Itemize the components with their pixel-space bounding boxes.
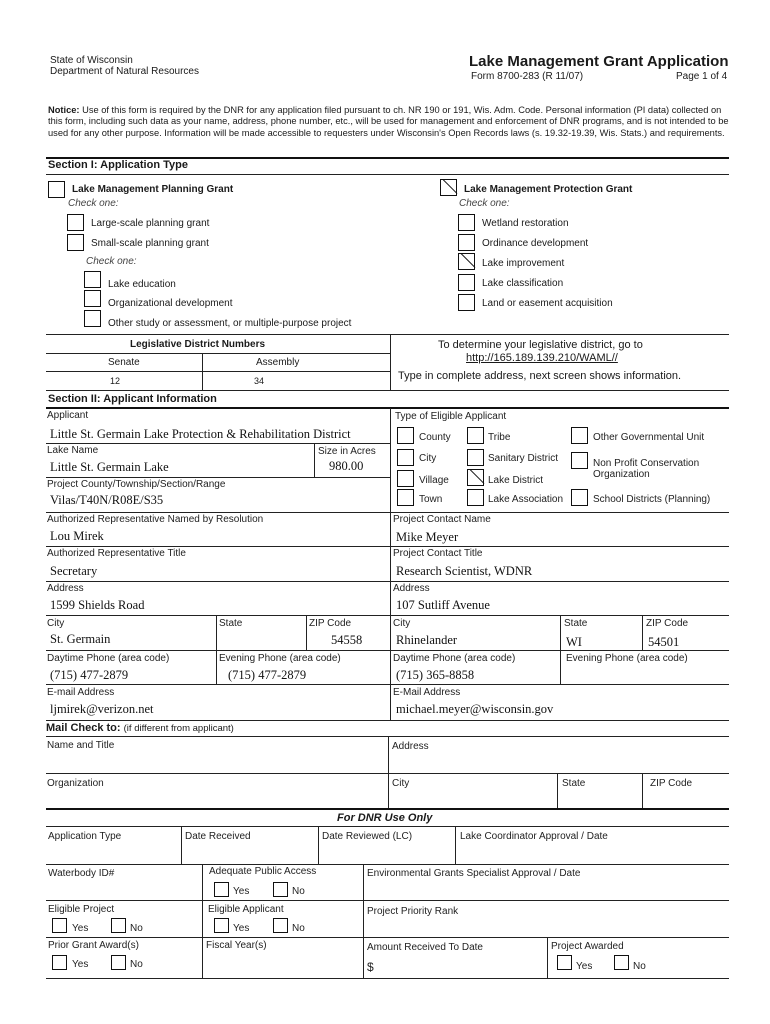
address-value: 1599 Shields Road <box>50 598 145 612</box>
mail-check-title: Mail Check to: <box>46 722 121 734</box>
day-phone2-value: (715) 365-8858 <box>396 668 475 682</box>
divider <box>46 650 729 651</box>
divider <box>46 390 729 391</box>
dnr-app-type: Application Type <box>48 831 122 842</box>
lake-classification-checkbox[interactable] <box>458 274 475 291</box>
address-label: Address <box>47 583 84 594</box>
lake-association-checkbox[interactable] <box>467 489 484 506</box>
lake-district-checkbox[interactable] <box>467 469 484 486</box>
divider <box>46 407 729 409</box>
agency-department: Department of Natural Resources <box>50 66 199 77</box>
city-type-checkbox[interactable] <box>397 449 414 466</box>
divider <box>46 773 729 774</box>
public-access-yes-label: Yes <box>233 886 250 897</box>
assembly-label: Assembly <box>256 357 300 368</box>
mail-state-label: State <box>562 778 586 789</box>
contact-value: Mike Meyer <box>396 530 459 544</box>
location-value: Vilas/T40N/R08E/S35 <box>50 493 164 507</box>
sanitary-checkbox[interactable] <box>467 449 484 466</box>
divider <box>560 615 561 650</box>
size-label: Size in Acres <box>318 446 376 457</box>
mail-city-label: City <box>392 778 410 789</box>
land-acquisition-label: Land or easement acquisition <box>482 298 613 309</box>
eligible-project-yes-label: Yes <box>72 923 89 934</box>
lake-classification-label: Lake classification <box>482 278 564 289</box>
dnr-eligible-project: Eligible Project <box>48 904 115 915</box>
legislative-table <box>46 335 391 390</box>
form-number: Form 8700-283 (R 11/07) <box>471 71 584 82</box>
divider <box>216 650 217 684</box>
eligible-applicant-yes-checkbox[interactable] <box>214 918 229 933</box>
agency-state: State of Wisconsin <box>50 55 133 66</box>
divider <box>46 937 729 938</box>
divider <box>318 826 319 864</box>
legislative-instruction-2: Type in complete address, next screen shows information. <box>398 370 682 382</box>
prior-grant-no-label: No <box>130 959 143 970</box>
divider <box>216 615 217 650</box>
contact-title-value: Research Scientist, WDNR <box>396 564 533 578</box>
divider <box>46 808 729 810</box>
divider <box>547 937 548 978</box>
divider <box>46 477 390 478</box>
other-gov-label: Other Governmental Unit <box>593 432 705 443</box>
tribe-checkbox[interactable] <box>467 427 484 444</box>
divider <box>642 615 643 650</box>
lake-association-label: Lake Association <box>488 494 564 505</box>
divider <box>202 864 203 978</box>
form-title: Lake Management Grant Application <box>469 53 729 70</box>
divider <box>46 720 729 721</box>
tribe-label: Tribe <box>488 432 511 443</box>
dnr-prior-grant: Prior Grant Award(s) <box>48 940 139 951</box>
town-checkbox[interactable] <box>397 489 414 506</box>
dnr-dollar-sign: $ <box>367 960 374 974</box>
project-awarded-no-checkbox[interactable] <box>614 955 629 970</box>
dnr-date-reviewed: Date Reviewed (LC) <box>322 831 413 842</box>
contact-label: Project Contact Name <box>393 514 491 525</box>
zip2-label: ZIP Code <box>646 618 689 629</box>
county-checkbox[interactable] <box>397 427 414 444</box>
zip-value: 54558 <box>331 633 363 647</box>
address2-value: 107 Sutliff Avenue <box>396 598 490 612</box>
email2-value: michael.meyer@wisconsin.gov <box>396 702 554 716</box>
rep-value: Lou Mirek <box>50 529 104 543</box>
village-checkbox[interactable] <box>397 470 414 487</box>
project-awarded-yes-label: Yes <box>576 961 593 972</box>
mail-org-label: Organization <box>47 778 104 789</box>
notice-label: Notice: <box>48 105 80 115</box>
ordinance-label: Ordinance development <box>482 238 589 249</box>
mail-check-heading <box>46 722 234 734</box>
eligible-applicant-no-checkbox[interactable] <box>273 918 288 933</box>
nonprofit-label-2: Organization <box>593 469 650 480</box>
notice-paragraph <box>48 105 738 139</box>
other-gov-checkbox[interactable] <box>571 427 588 444</box>
public-access-no-checkbox[interactable] <box>273 882 288 897</box>
small-scale-checkbox[interactable] <box>67 234 84 251</box>
divider <box>642 773 643 808</box>
city-type-label: City <box>419 453 437 464</box>
divider <box>557 773 558 808</box>
divider <box>46 900 729 901</box>
rep-label: Authorized Representative Named by Resolution <box>47 514 264 525</box>
applicant-value: Little St. Germain Lake Protection & Rehabilitation District <box>50 427 351 441</box>
city2-label: City <box>393 618 411 629</box>
divider <box>46 371 390 372</box>
contact-title-label: Project Contact Title <box>393 548 483 559</box>
protection-grant-checkbox[interactable] <box>440 179 457 196</box>
divider <box>314 443 315 477</box>
dnr-date-received: Date Received <box>185 831 251 842</box>
email-value: ljmirek@verizon.net <box>50 702 154 716</box>
lake-improvement-label: Lake improvement <box>482 258 565 269</box>
school-checkbox[interactable] <box>571 489 588 506</box>
senate-label: Senate <box>108 357 140 368</box>
project-awarded-no-label: No <box>633 961 646 972</box>
eligible-type-label: Type of Eligible Applicant <box>395 411 507 422</box>
legislative-link[interactable]: http://165.189.139.210/WAML// <box>466 352 618 364</box>
zip-label: ZIP Code <box>309 618 352 629</box>
divider <box>46 864 729 865</box>
protection-check-one: Check one: <box>459 198 510 209</box>
rep-title-value: Secretary <box>50 564 98 578</box>
dnr-waterbody: Waterbody ID# <box>48 868 115 879</box>
state2-label: State <box>564 618 588 629</box>
dnr-public-access: Adequate Public Access <box>209 866 317 877</box>
org-development-label: Organizational development <box>108 298 233 309</box>
other-study-checkbox[interactable] <box>84 310 101 327</box>
dnr-fiscal-year: Fiscal Year(s) <box>206 940 267 951</box>
eligible-applicant-yes-label: Yes <box>233 923 250 934</box>
email2-label: E-Mail Address <box>393 687 461 698</box>
section-1-title: Section I: Application Type <box>48 159 188 171</box>
land-acquisition-checkbox[interactable] <box>458 294 475 311</box>
dnr-amount-received: Amount Received To Date <box>367 942 483 953</box>
prior-grant-yes-label: Yes <box>72 959 89 970</box>
sanitary-label: Sanitary District <box>488 453 559 464</box>
state-label: State <box>219 618 243 629</box>
mail-zip-label: ZIP Code <box>650 778 693 789</box>
city2-value: Rhinelander <box>396 633 458 647</box>
mail-name-title-label: Name and Title <box>47 740 115 751</box>
town-label: Town <box>419 494 443 505</box>
state2-value: WI <box>566 635 582 649</box>
section-2-title: Section II: Applicant Information <box>48 393 217 405</box>
divider <box>46 581 729 582</box>
org-development-checkbox[interactable] <box>84 290 101 307</box>
notice-text: Use of this form is required by the DNR for any application filed pursuant to ch. NR 190 or 191, Wis. Adm. Code. Personal information (PI data) collected on this form, including such data as your name, address, phone number, etc., will be used for management and enforcement of DNR programs, and is not intended to be used for any other purpose. Information will be made accessible to requesters under Wisconsin's Open Records laws (s. 19.32-19.39, Wis. Stats.) and requirements. <box>48 105 729 138</box>
eligible-applicant-no-label: No <box>292 923 305 934</box>
village-label: Village <box>419 475 449 486</box>
prior-grant-no-checkbox[interactable] <box>111 955 126 970</box>
location-label: Project County/Township/Section/Range <box>47 479 226 490</box>
divider <box>46 174 729 175</box>
day-phone-label: Daytime Phone (area code) <box>47 653 170 664</box>
dnr-priority-rank: Project Priority Rank <box>367 906 459 917</box>
wetland-restoration-label: Wetland restoration <box>482 218 569 229</box>
dnr-specialist: Environmental Grants Specialist Approval / Date <box>367 868 581 879</box>
eve-phone2-label: Evening Phone (area code) <box>566 653 688 664</box>
divider <box>46 546 729 547</box>
divider <box>181 826 182 864</box>
divider <box>388 736 389 808</box>
large-scale-label: Large-scale planning grant <box>91 218 210 229</box>
senate-value: 12 <box>110 376 121 386</box>
large-scale-checkbox[interactable] <box>67 214 84 231</box>
page-number: Page 1 of 4 <box>676 71 728 82</box>
ordinance-checkbox[interactable] <box>458 234 475 251</box>
lake-education-checkbox[interactable] <box>84 271 101 288</box>
planning-grant-label: Lake Management Planning Grant <box>72 184 234 195</box>
divider <box>46 978 729 979</box>
divider <box>306 615 307 650</box>
planning-check-one: Check one: <box>68 198 119 209</box>
eve-phone-label: Evening Phone (area code) <box>219 653 341 664</box>
lake-name-value: Little St. Germain Lake <box>50 460 169 474</box>
public-access-yes-checkbox[interactable] <box>214 882 229 897</box>
divider <box>46 615 729 616</box>
eligible-project-no-checkbox[interactable] <box>111 918 126 933</box>
nonprofit-label: Non Profit Conservation <box>593 458 700 469</box>
eligible-project-yes-checkbox[interactable] <box>52 918 67 933</box>
divider <box>363 864 364 978</box>
county-label: County <box>419 432 451 443</box>
divider <box>46 353 390 354</box>
divider <box>455 826 456 864</box>
day-phone2-label: Daytime Phone (area code) <box>393 653 516 664</box>
small-scale-label: Small-scale planning grant <box>91 238 209 249</box>
prior-grant-yes-checkbox[interactable] <box>52 955 67 970</box>
lake-education-label: Lake education <box>108 279 176 290</box>
planning-grant-checkbox[interactable] <box>48 181 65 198</box>
mail-address-label: Address <box>392 741 429 752</box>
mail-check-subtitle: (if different from applicant) <box>123 723 234 734</box>
dnr-eligible-applicant: Eligible Applicant <box>208 904 284 915</box>
rep-title-label: Authorized Representative Title <box>47 548 186 559</box>
lake-district-label: Lake District <box>488 475 544 486</box>
eve-phone-value: (715) 477-2879 <box>228 668 307 682</box>
legislative-title: Legislative District Numbers <box>130 339 266 350</box>
applicant-label: Applicant <box>47 410 89 421</box>
protection-grant-label: Lake Management Protection Grant <box>464 184 633 195</box>
school-label: School Districts (Planning) <box>593 494 711 505</box>
assembly-value: 34 <box>254 376 265 386</box>
lake-improvement-checkbox[interactable] <box>458 253 475 270</box>
dnr-project-awarded: Project Awarded <box>551 941 624 952</box>
divider <box>46 443 390 444</box>
address2-label: Address <box>393 583 430 594</box>
planning-check-one-2: Check one: <box>86 256 137 267</box>
wetland-restoration-checkbox[interactable] <box>458 214 475 231</box>
zip2-value: 54501 <box>648 635 680 649</box>
dnr-coordinator: Lake Coordinator Approval / Date <box>460 831 608 842</box>
other-study-label: Other study or assessment, or multiple-purpose project <box>108 318 352 329</box>
city-value: St. Germain <box>50 632 111 646</box>
day-phone-value: (715) 477-2879 <box>50 668 129 682</box>
legislative-instruction: To determine your legislative district, go to <box>438 339 643 351</box>
project-awarded-yes-checkbox[interactable] <box>557 955 572 970</box>
dnr-use-title: For DNR Use Only <box>337 812 433 824</box>
divider <box>46 684 729 685</box>
eligible-project-no-label: No <box>130 923 143 934</box>
city-label: City <box>47 618 65 629</box>
divider <box>560 650 561 684</box>
divider <box>46 512 729 513</box>
lake-name-label: Lake Name <box>47 445 99 456</box>
nonprofit-checkbox[interactable] <box>571 452 588 469</box>
divider <box>390 408 391 720</box>
divider <box>46 826 729 827</box>
email-label: E-mail Address <box>47 687 115 698</box>
public-access-no-label: No <box>292 886 305 897</box>
size-value: 980.00 <box>329 459 364 473</box>
